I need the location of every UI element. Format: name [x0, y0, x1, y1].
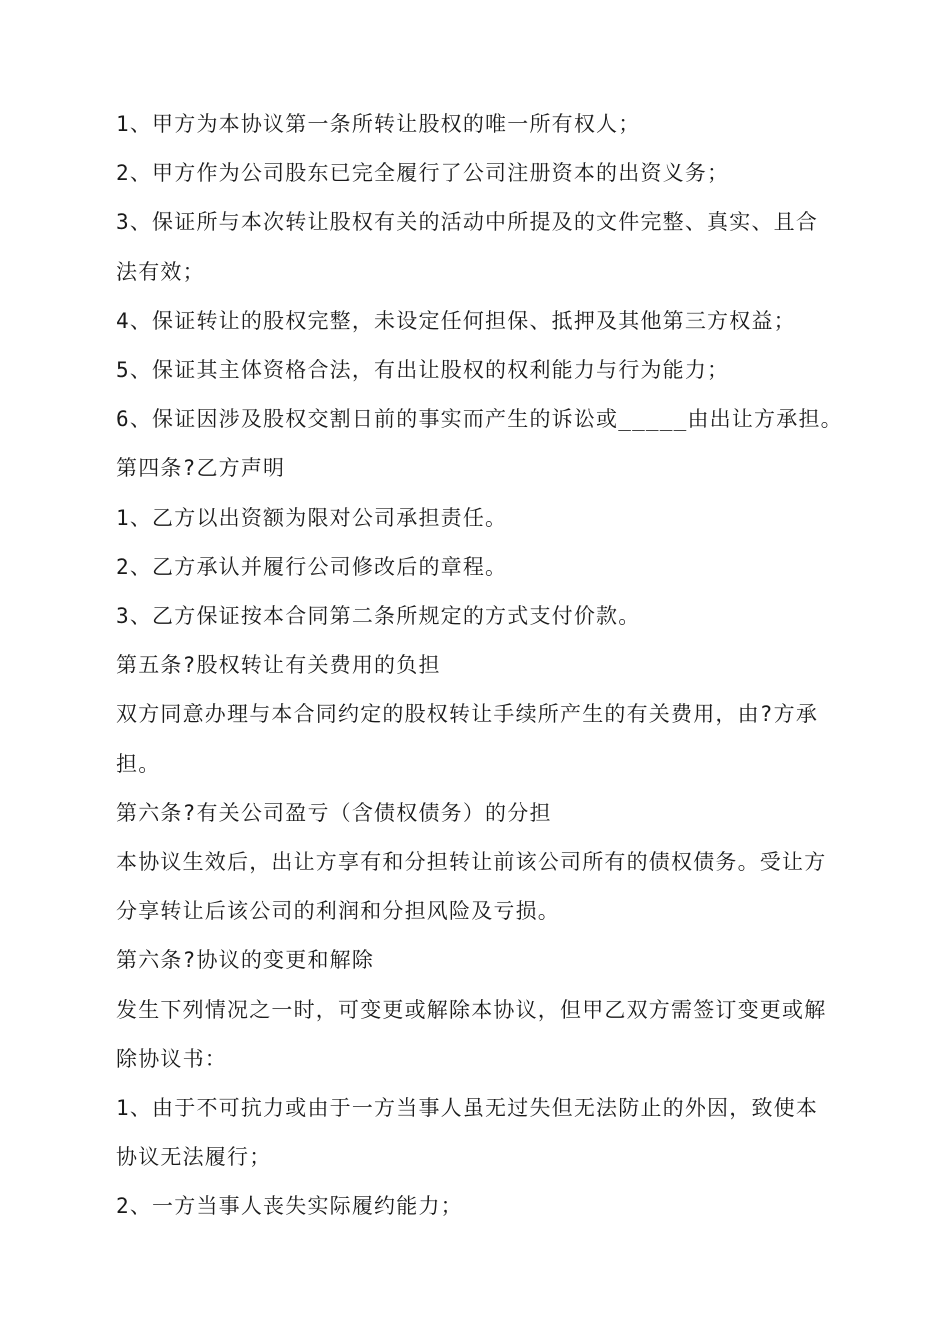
clause-line-6: 6、保证因涉及股权交割日前的事实而产生的诉讼或_____由出让方承担。 [116, 407, 843, 432]
article-4-item-2: 2、乙方承认并履行公司修改后的章程。 [116, 554, 508, 579]
article-5-text-cont: 担。 [116, 751, 161, 776]
article-6-text: 本协议生效后，出让方享有和分担转让前该公司所有的债权债务。受让方 [116, 850, 827, 875]
clause-line-4: 4、保证转让的股权完整，未设定任何担保、抵押及其他第三方权益； [116, 308, 796, 333]
article-4-item-3: 3、乙方保证按本合同第二条所规定的方式支付价款。 [116, 604, 641, 629]
clause-line-3-cont: 法有效； [116, 259, 205, 284]
article-5-heading: 第五条?股权转让有关费用的负担 [116, 653, 441, 678]
article-6b-heading: 第六条?协议的变更和解除 [116, 948, 375, 973]
clause-line-1: 1、甲方为本协议第一条所转让股权的唯一所有权人； [116, 112, 641, 136]
article-6b-item-2: 2、一方当事人丧失实际履约能力； [116, 1194, 463, 1219]
article-6-heading: 第六条?有关公司盈亏（含债权债务）的分担 [116, 800, 552, 825]
article-5-text: 双方同意办理与本合同约定的股权转让手续所产生的有关费用，由?方承 [116, 702, 819, 727]
clause-line-3: 3、保证所与本次转让股权有关的活动中所提及的文件完整、真实、且合 [116, 210, 819, 235]
article-4-heading: 第四条?乙方声明 [116, 456, 286, 481]
document-body [116, 100, 846, 1232]
article-6b-item-1: 1、由于不可抗力或由于一方当事人虽无过失但无法防止的外因，致使本 [116, 1096, 819, 1121]
article-6-text-cont: 分享转让后该公司的利润和分担风险及亏损。 [116, 899, 560, 924]
clause-line-5: 5、保证其主体资格合法，有出让股权的权利能力与行为能力； [116, 358, 730, 383]
article-6b-item-1-cont: 协议无法履行； [116, 1145, 272, 1170]
article-4-item-1: 1、乙方以出资额为限对公司承担责任。 [116, 505, 508, 530]
clause-line-2: 2、甲方作为公司股东已完全履行了公司注册资本的出资义务； [116, 161, 730, 186]
article-6b-text: 发生下列情况之一时，可变更或解除本协议，但甲乙双方需签订变更或解 [116, 997, 827, 1022]
article-6b-text-cont: 除协议书： [116, 1046, 227, 1071]
